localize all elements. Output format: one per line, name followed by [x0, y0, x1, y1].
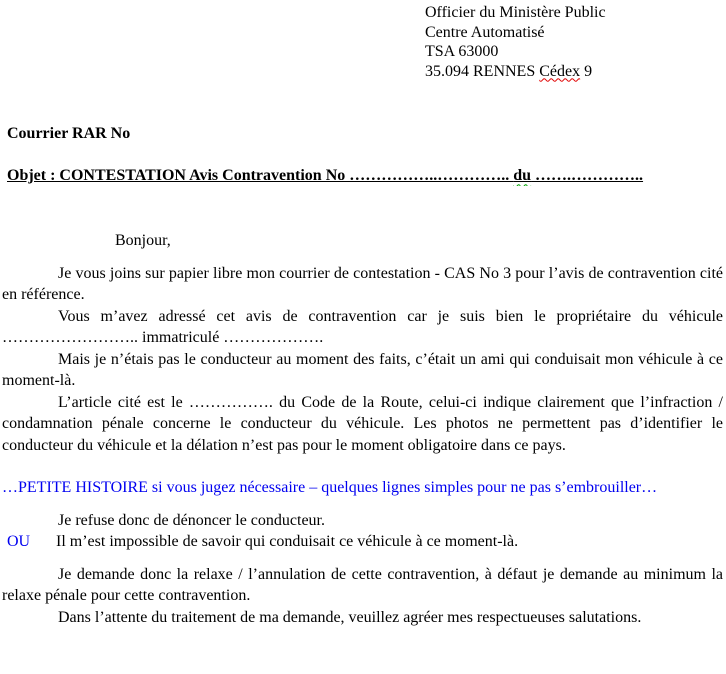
recipient-line-4-prefix: 35.094 RENNES — [425, 62, 540, 80]
recipient-address-block — [425, 3, 726, 81]
greeting: Bonjour, — [115, 232, 171, 249]
subject-prefix: Objet : CONTESTATION Avis Contravention No ……………..………….. — [7, 166, 514, 184]
recipient-line-4 — [425, 62, 726, 82]
grammar-flagged-word-du: du — [513, 166, 532, 184]
paragraph-not-driver: Mais je n’étais pas le conducteur au moment des faits, c’était un ami qui conduisait mon véhicule à ce moment-là. — [2, 350, 723, 389]
ou-label: OU — [7, 533, 31, 550]
paragraph-code-article: L’article cité est le ……………. du Code de la Route, celui-ci indique clairement que l’infraction / condamnation pénale concerne le conducteur du véhicule. Les photos ne permettent pas d’identifier le conducteur du véhicule et la délation n’est pas pour le moment obligatoire dans ce pays. — [2, 393, 723, 454]
paragraph-impossible-know: Il m’est impossible de savoir qui conduisait ce véhicule à ce moment-là. — [56, 533, 519, 550]
paragraph-vehicle-owner: Vous m’avez adressé cet avis de contravention car je suis bien le propriétaire du véhicule …………………….. immatriculé ………………. — [2, 307, 723, 346]
paragraph-join-letter: Je vous joins sur papier libre mon courrier de contestation - CAS No 3 pour l’avis de contravention cité en référence. — [2, 264, 723, 303]
subject-suffix: …….………….. — [531, 166, 644, 184]
misspelled-word-cedex: Cédex — [539, 62, 581, 80]
paragraph-ou-impossible — [0, 531, 726, 553]
courier-reference-line: Courrier RAR No — [7, 125, 131, 142]
recipient-line-3: TSA 63000 — [425, 43, 499, 60]
subject-line — [0, 165, 726, 187]
paragraph-petite-histoire: …PETITE HISTOIRE si vous jugez nécessaire – quelques lignes simples pour ne pas s’embrouiller… — [2, 479, 658, 496]
paragraph-refuse-denounce: Je refuse donc de dénoncer le conducteur. — [58, 511, 325, 529]
paragraph-demande-relaxe: Je demande donc la relaxe / l’annulation de cette contravention, à défaut je demande au minimum la relaxe pénale pour cette contravention. — [2, 565, 723, 604]
recipient-line-2: Centre Automatisé — [425, 23, 545, 41]
recipient-line-1: Officier du Ministère Public — [425, 4, 606, 21]
recipient-line-4-suffix: 9 — [580, 62, 593, 80]
paragraph-closing: Dans l’attente du traitement de ma demande, veuillez agréer mes respectueuses salutations. — [58, 608, 642, 626]
